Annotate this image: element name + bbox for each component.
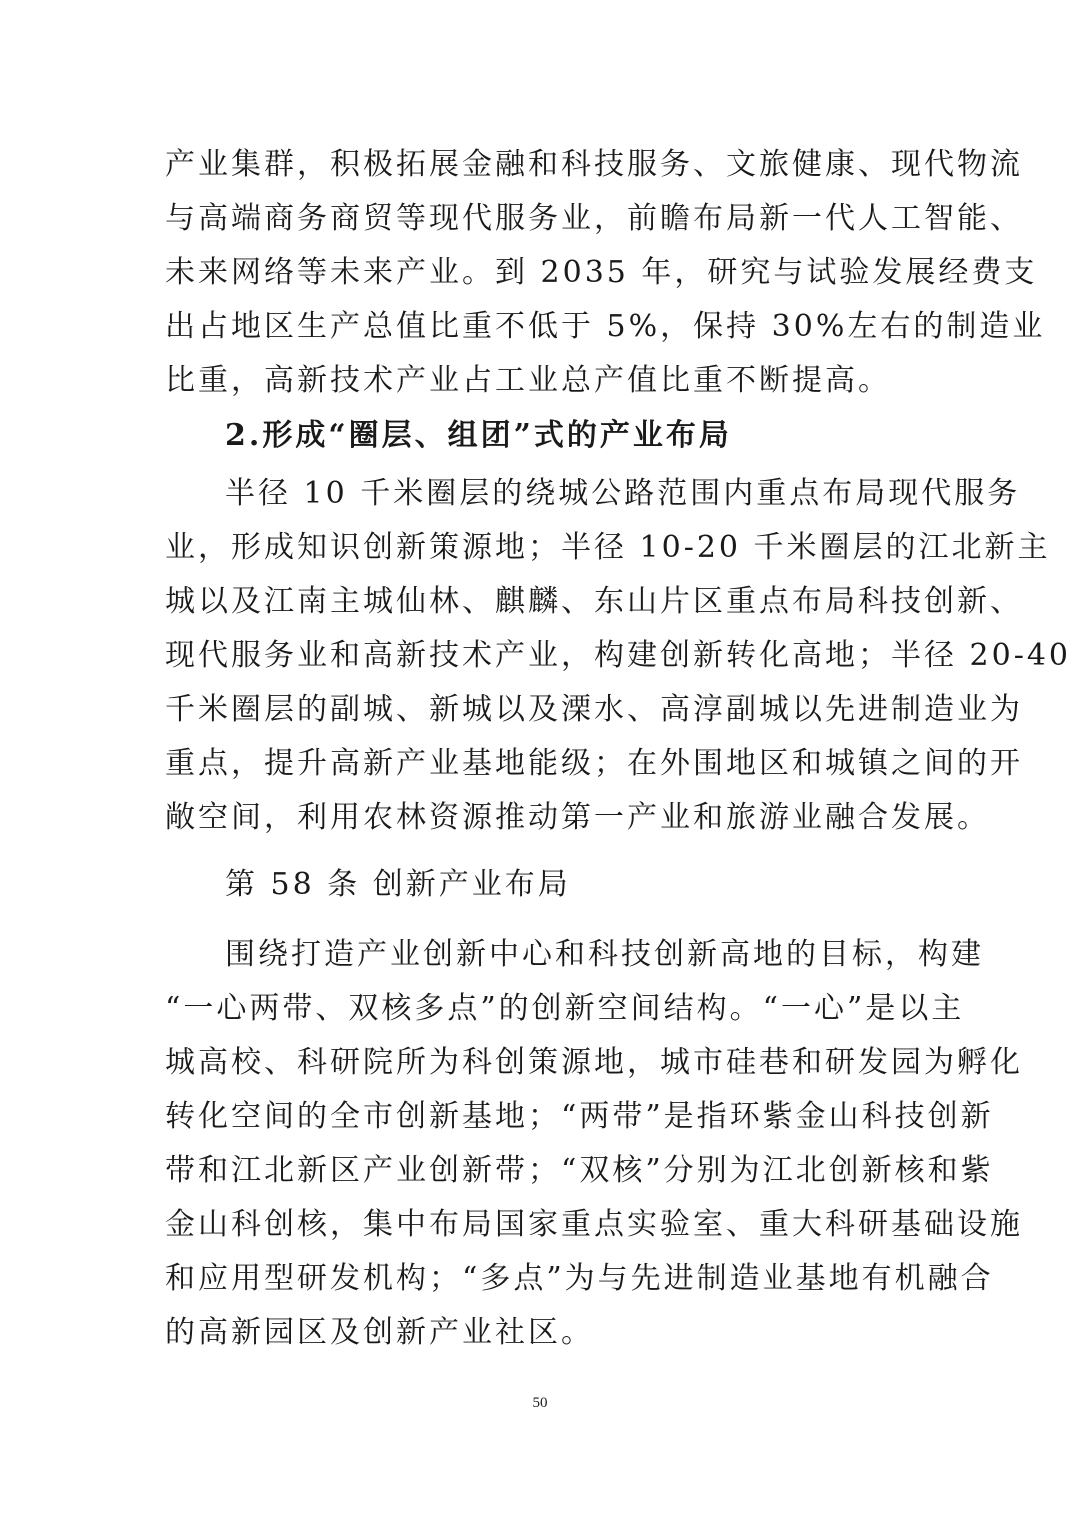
paragraph-ring-layout: [165, 467, 1072, 845]
text-line: 带和江北新区产业创新带；“双核”分别为江北创新核和紫: [165, 1153, 994, 1188]
text-line: 围绕打造产业创新中心和科技创新高地的目标，构建: [225, 937, 984, 972]
text-line: 城以及江南主城仙林、麒麟、东山片区重点布局科技创新、: [165, 584, 1023, 619]
text-line: 重点，提升高新产业基地能级；在外围地区和城镇之间的开: [165, 746, 1023, 781]
article-title: 第 58 条 创新产业布局: [225, 867, 571, 902]
text-line: 现代服务业和高新技术产业，构建创新转化高地；半径 20-40: [165, 638, 1072, 673]
text-line: 城高校、科研院所为科创策源地，城市硅巷和研发园为孵化: [165, 1045, 1023, 1080]
page-number: 50: [532, 1395, 548, 1411]
text-line: 千米圈层的副城、新城以及溧水、高淳副城以先进制造业为: [165, 692, 1023, 727]
text-line: 和应用型研发机构；“多点”为与先进制造业基地有机融合: [165, 1261, 994, 1296]
text-line: 敞空间，利用农林资源推动第一产业和旅游业融合发展。: [165, 800, 990, 835]
section-heading: 2.形成“圈层、组团”式的产业布局: [225, 418, 732, 453]
text-line: 金山科创核，集中布局国家重点实验室、重大科研基础设施: [165, 1207, 1023, 1242]
text-line: 产业集群，积极拓展金融和科技服务、文旅健康、现代物流: [165, 147, 1023, 182]
text-line: 转化空间的全市创新基地；“两带”是指环紫金山科技创新: [165, 1099, 994, 1134]
text-line: 业，形成知识创新策源地；半径 10-20 千米圈层的江北新主: [165, 530, 1051, 565]
text-line: 未来网络等未来产业。到 2035 年，研究与试验发展经费支: [165, 255, 1038, 290]
text-line: 出占地区生产总值比重不低于 5%，保持 30%左右的制造业: [165, 309, 1046, 344]
article-title-block: [165, 858, 925, 912]
text-line: 半径 10 千米圈层的绕城公路范围内重点布局现代服务: [225, 476, 1021, 511]
text-line: 比重，高新技术产业占工业总产值比重不断提高。: [165, 363, 891, 398]
section-heading-block: [165, 409, 925, 463]
text-line: “一心两带、双核多点”的创新空间结构。“一心”是以主: [165, 991, 965, 1026]
paragraph-industry-clusters: [165, 138, 1046, 408]
paragraph-innovation-structure: [165, 928, 1023, 1360]
text-line: 的高新园区及创新产业社区。: [165, 1315, 594, 1350]
text-line: 与高端商务商贸等现代服务业，前瞻布局新一代人工智能、: [165, 201, 1023, 236]
